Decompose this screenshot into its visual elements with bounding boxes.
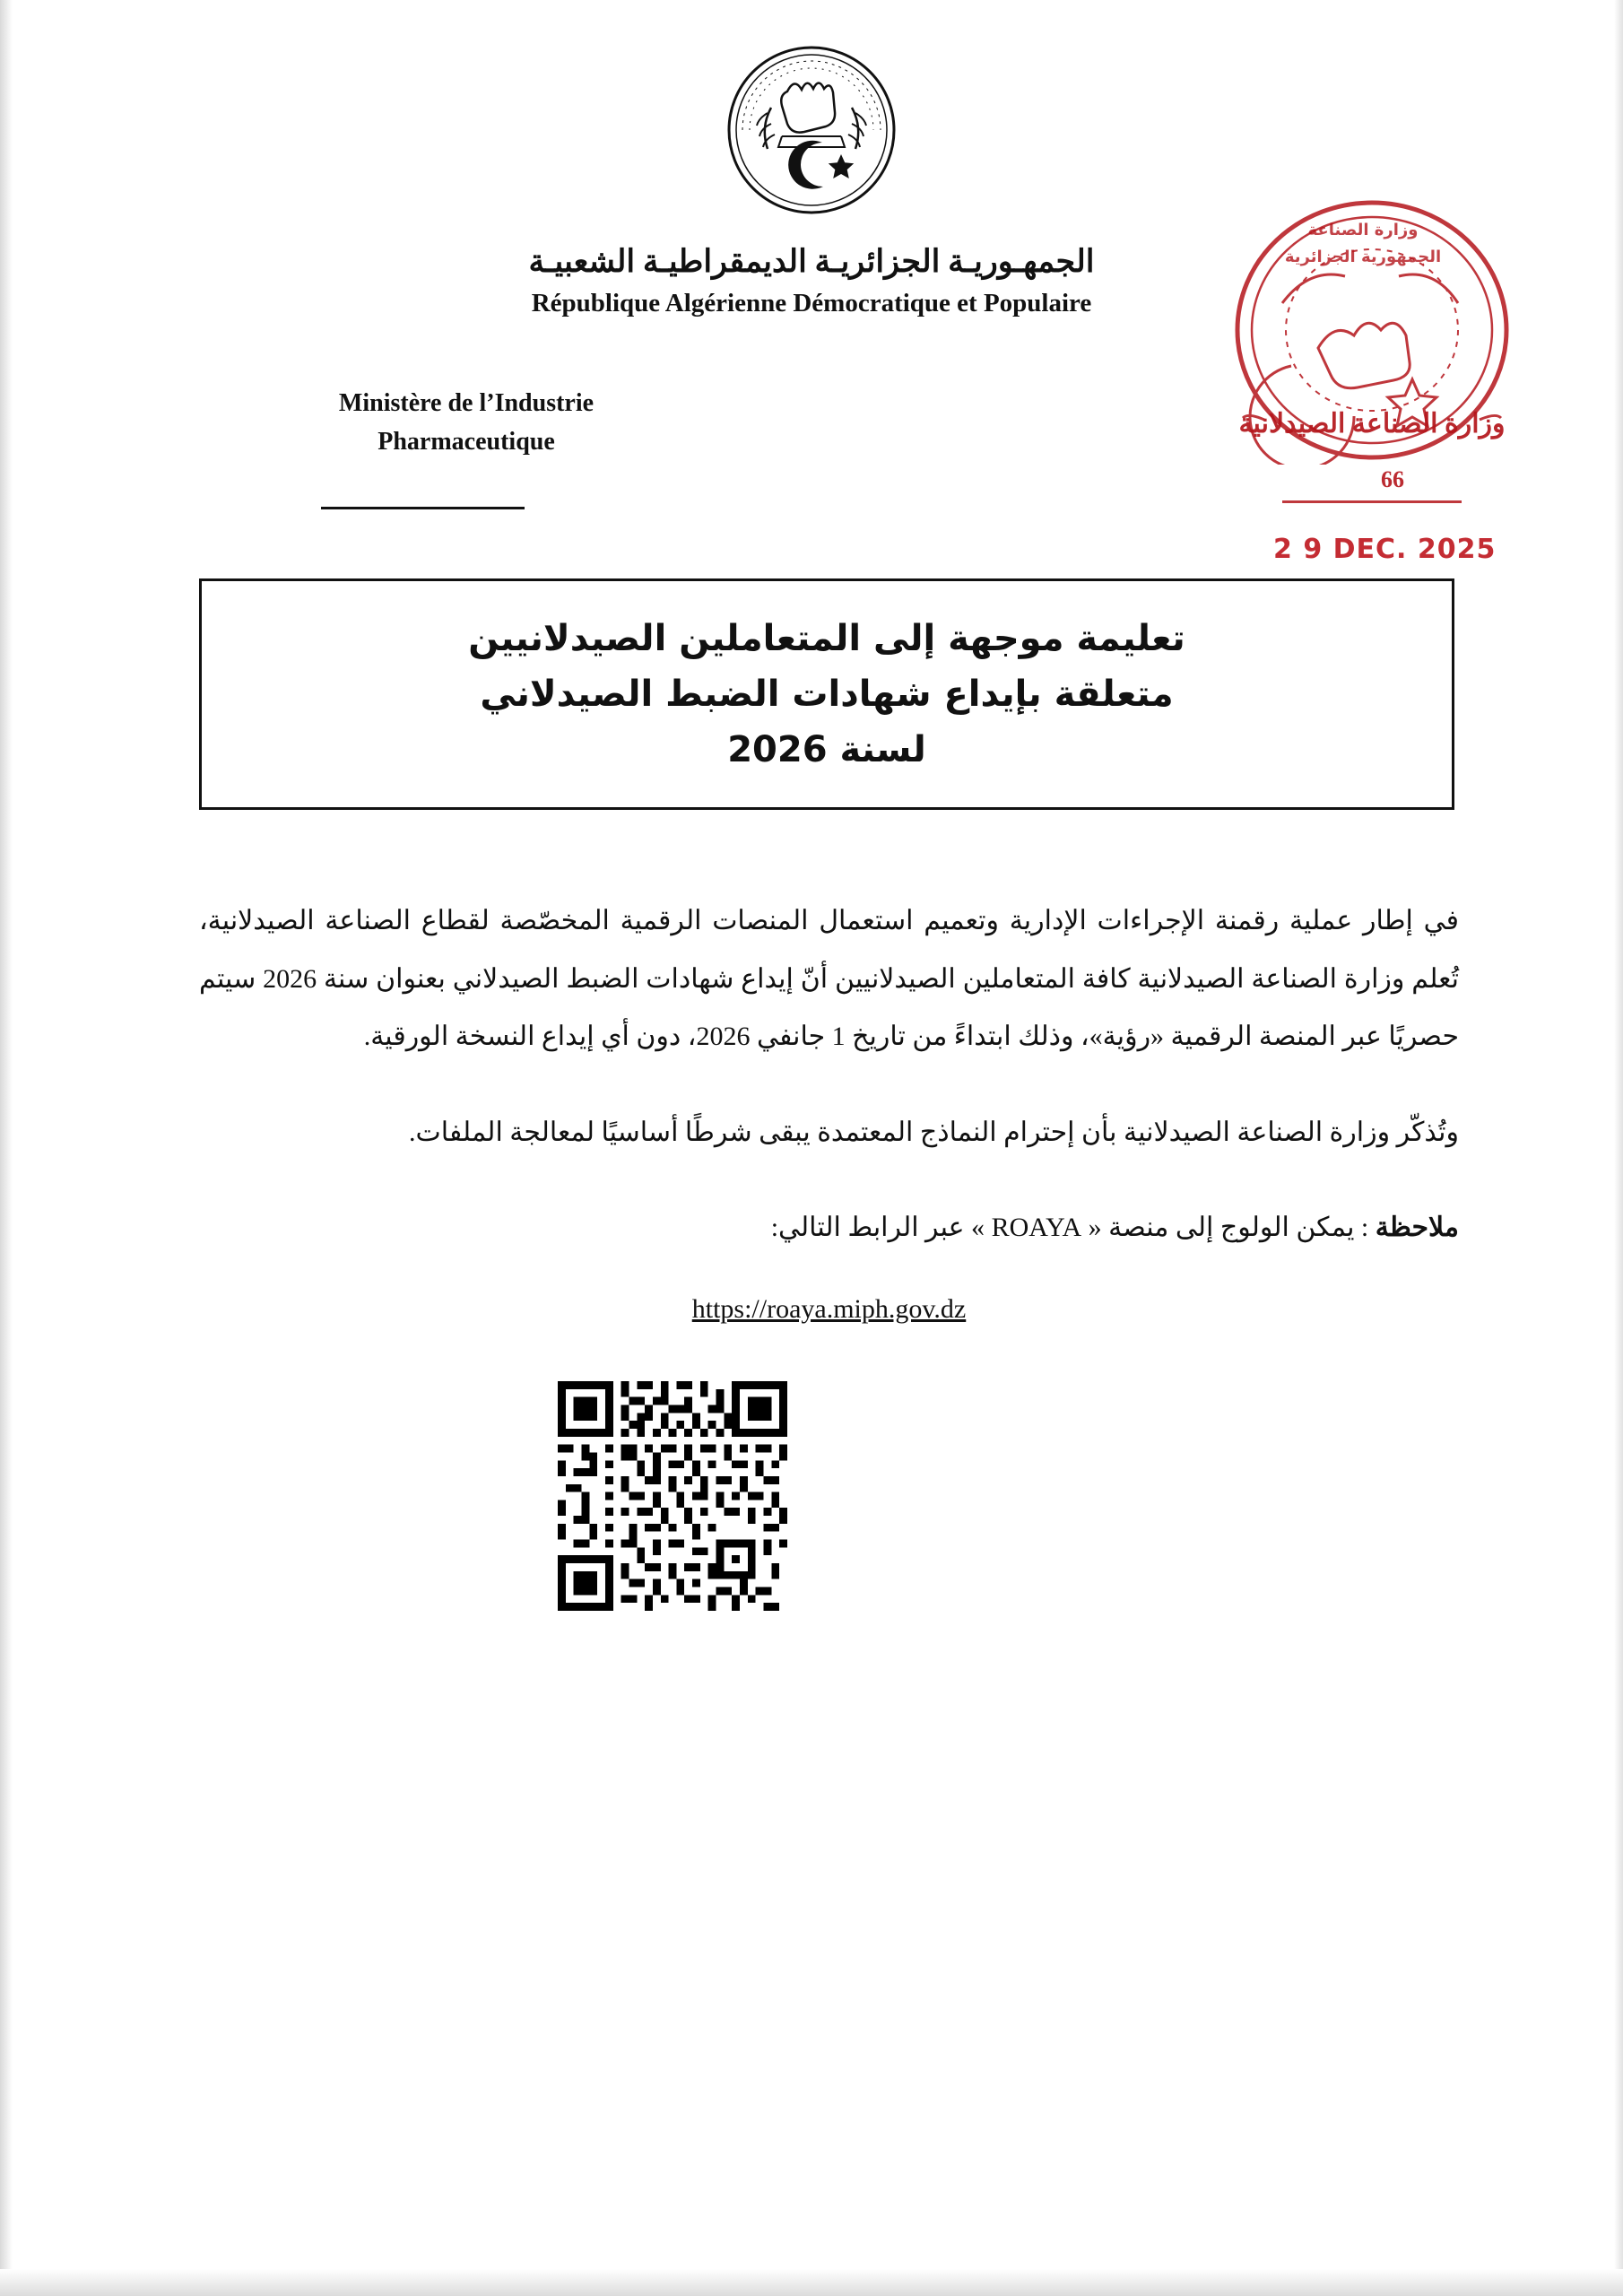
title-line-3: لسنة 2026 [727, 729, 926, 770]
republic-header-arabic: الجمهـوريـة الجزائريـة الديمقراطيـة الشعبيـة [528, 244, 1095, 279]
ministry-line-2: Pharmaceutique [378, 428, 555, 457]
title-line-2: متعلقة بإيداع شهادات الضبط الصيدلاني [480, 674, 1174, 715]
republic-header [0, 244, 1623, 318]
scan-edge-left [0, 0, 13, 2296]
note-text: : يمكن الولوج إلى منصة « ROAYA » عبر الرابط التالي: [770, 1213, 1376, 1242]
note-line [199, 1199, 1459, 1257]
scan-edge-bottom [0, 2269, 1623, 2296]
body-text [199, 892, 1459, 1338]
national-emblem-icon [717, 36, 906, 224]
scan-edge-right [1614, 0, 1623, 2296]
stamp-ministry-text: وزارة الصناعة الصيدلانية [1238, 409, 1506, 439]
ministry-underline [321, 507, 525, 509]
platform-link[interactable]: https://roaya.miph.gov.dz [691, 1293, 967, 1324]
stamp-date: 2 9 DEC. 2025 [1273, 534, 1497, 565]
title-line-1: تعليمة موجهة إلى المتعاملين الصيدلانيين [468, 618, 1185, 659]
title-box [199, 578, 1454, 810]
stamp-number: 66 [1381, 466, 1404, 492]
ministry-line-1: Ministère de l’Industrie [338, 389, 595, 417]
ministry-name [260, 384, 673, 462]
note-label: ملاحظة [1375, 1213, 1459, 1242]
stamp-underline [1282, 500, 1462, 503]
platform-link-line [199, 1281, 1459, 1339]
svg-text:الجمهورية الجزائرية: الجمهورية الجزائرية [1284, 248, 1442, 266]
qr-code-roaya-link [558, 1381, 787, 1611]
body-paragraph-2: وتُذكّر وزارة الصناعة الصيدلانية بأن إحترام النماذج المعتمدة يبقى شرطًا أساسيًا لمعالجة الملفات. [408, 1117, 1459, 1147]
body-paragraph-1: في إطار عملية رقمنة الإجراءات الإدارية وتعميم استعمال المنصات الرقمية المخصّصة لقطاع الصناعة الصيدلانية، تُعلم وزارة الصناعة الصيدلانية كافة المتعاملين الصيدلانيين أنّ إيداع شهادات الضبط الصيدلاني بعنوان سنة 2026 سيتم حصريًا عبر المنصة الرقمية «رؤية»، وذلك ابتداءً من تاريخ 1 جانفي 2026، دون أي إيداع النسخة الورقية. [199, 906, 1459, 1051]
svg-text:وزارة الصناعة: وزارة الصناعة [1307, 221, 1419, 239]
republic-header-french: République Algérienne Démocratique et Populaire [531, 289, 1092, 317]
